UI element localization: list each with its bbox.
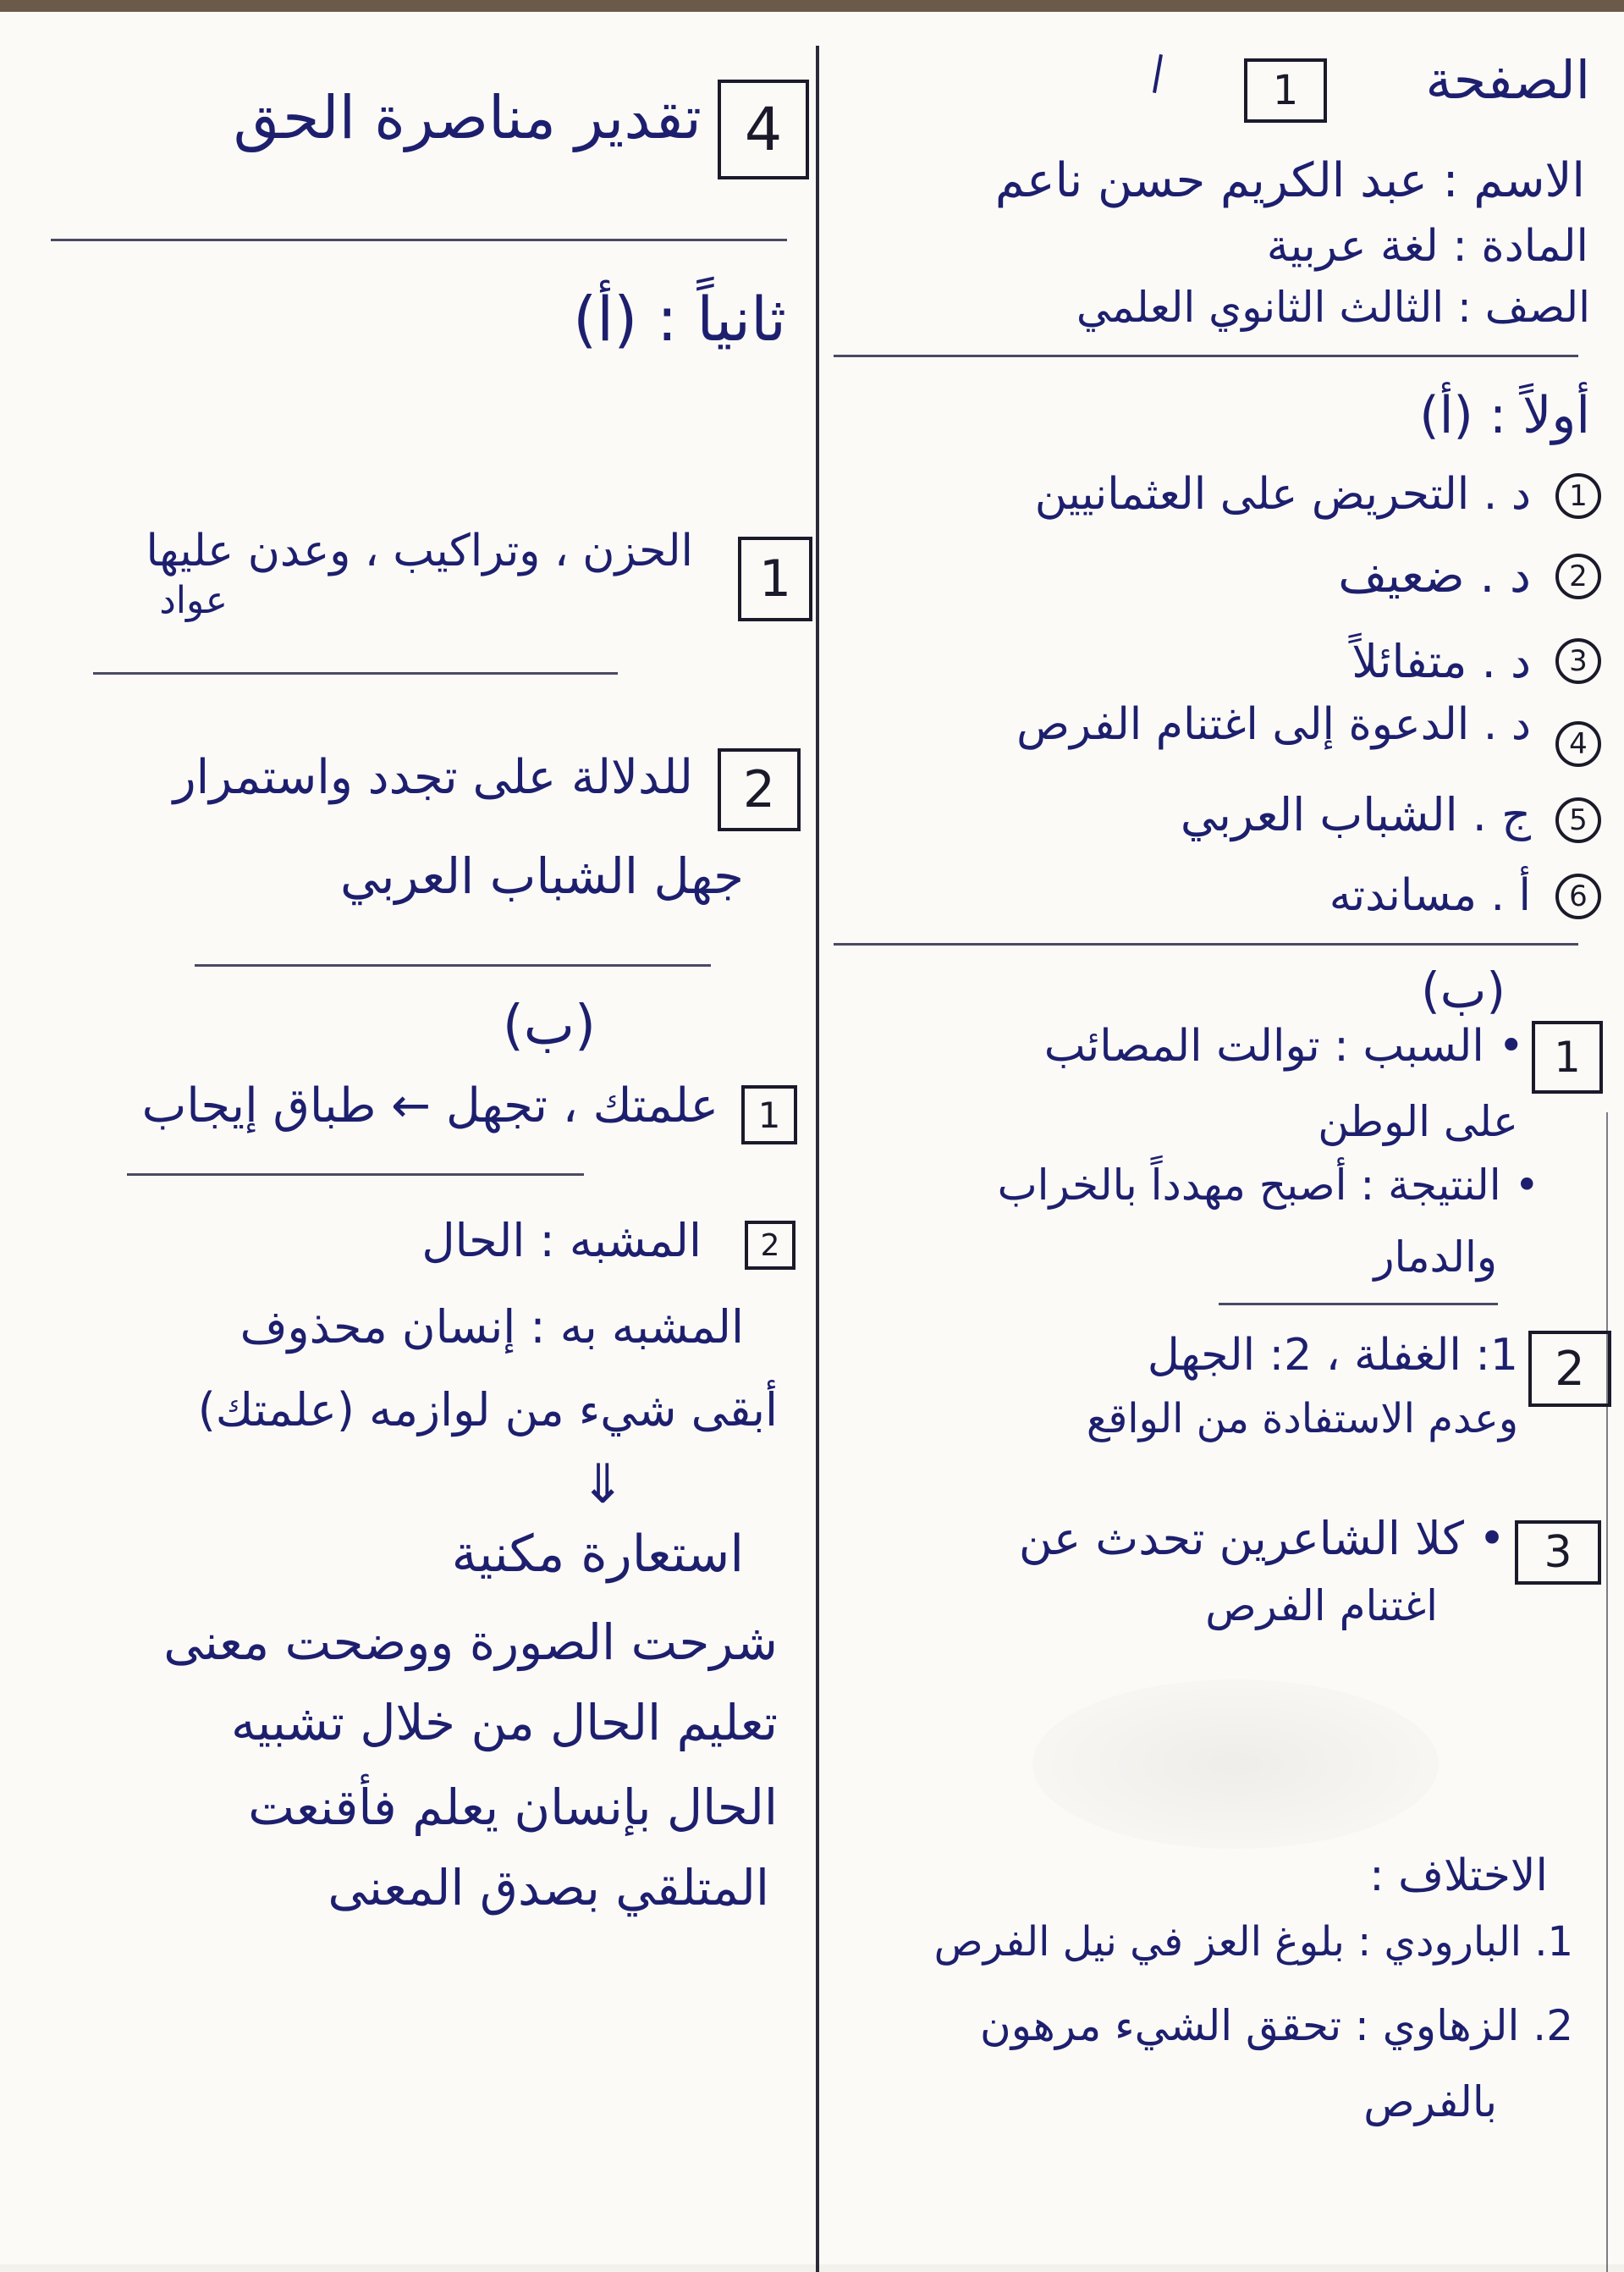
title-rule <box>51 239 787 241</box>
b1-cause-cont: على الوطن <box>1318 1097 1518 1146</box>
b2-line1: 1: الغفلة ، 2: الجهل <box>1147 1330 1518 1381</box>
answer-3: د . متفائلاً <box>1351 635 1531 688</box>
a1-line2: عواد <box>159 579 228 622</box>
page-label: الصفحة <box>1425 49 1590 111</box>
answer-5-number: 5 <box>1555 797 1601 843</box>
left-b1-text: علمتك ، تجهل ← طباق إيجاب <box>141 1078 718 1133</box>
page-number: 1 <box>1272 67 1299 114</box>
page-number-box <box>1244 58 1327 123</box>
left-b2-line3: أبقى شيء من لوازمه (علمتك) <box>197 1383 778 1437</box>
left-b2-result: استعارة مكنية <box>451 1525 744 1584</box>
answer-3-number: 3 <box>1555 638 1601 684</box>
left-b2-arrow: ⇓ <box>580 1453 625 1516</box>
left-b2-line1: المشبه : الحال <box>421 1214 702 1267</box>
answer-2: د . ضعيف <box>1338 549 1531 604</box>
answer-6: أ . مساندته <box>1329 870 1531 921</box>
left-title: تقدير مناصرة الحق <box>233 83 702 152</box>
left-b-heading: (ب) <box>502 995 596 1057</box>
difference-1: 1. البارودي : بلوغ العز في نيل الفرص <box>933 1918 1573 1966</box>
b3-line1: • كلا الشاعرين تحدث عن <box>1018 1512 1506 1565</box>
section2-heading: ثانياً : (أ) <box>573 284 786 355</box>
section1b-heading: (ب) <box>1421 962 1506 1019</box>
difference-2-cont: بالفرص <box>1363 2077 1497 2126</box>
right-margin-line <box>1606 1112 1608 2272</box>
mcq-rule <box>834 943 1578 946</box>
paper-smudge <box>1032 1679 1439 1849</box>
a1-rule <box>93 672 618 675</box>
section1-heading: أولاً : (أ) <box>1419 386 1590 445</box>
student-name: الاسم : عبد الكريم حسن ناعم <box>994 153 1585 208</box>
left-b2-line2: المشبه به : إنسان محذوف <box>239 1300 744 1354</box>
difference-heading: الاختلاف : <box>1369 1850 1548 1901</box>
b1-rule <box>1219 1303 1498 1305</box>
b2-line2: وعدم الاستفادة من الواقع <box>1086 1395 1518 1442</box>
answer-1: د . التحريض على العثمانيين <box>1034 469 1531 520</box>
a2-number-box: 2 <box>718 748 801 831</box>
b3-line2: اغتنام الفرص <box>1205 1581 1438 1630</box>
left-b2-expl-1: شرحت الصورة ووضحت معنى <box>163 1613 778 1671</box>
left-b2-expl-2: تعليم الحال من خلال تشبيه <box>230 1694 778 1751</box>
left-b2-expl-4: المتلقي بصدق المعنى <box>328 1859 769 1916</box>
subject-line: المادة : لغة عربية <box>1266 221 1588 272</box>
answer-1-number: 1 <box>1555 473 1601 519</box>
b1-cause: • السبب : توالت المصائب <box>1043 1021 1524 1072</box>
pen-tick <box>1153 54 1163 93</box>
answer-4: د . الدعوة إلى اغتنام الفرص <box>1016 699 1531 750</box>
a2-line1: للدلالة على تجدد واستمرار <box>173 750 693 805</box>
b2-number-box: 2 <box>1528 1331 1611 1407</box>
left-b2-number-box: 2 <box>745 1221 795 1270</box>
answer-5: ج . الشباب العربي <box>1180 788 1531 841</box>
answer-2-number: 2 <box>1555 554 1601 599</box>
question-number-box: 4 <box>718 80 809 179</box>
a1-line1: الحزن ، وتراكيب ، وعدن عليها <box>146 526 693 576</box>
a1-number-box: 1 <box>738 537 812 621</box>
answer-4-number: 4 <box>1555 721 1601 767</box>
a2-rule <box>195 964 711 967</box>
b1-result: • النتيجة : أصبح مهدداً بالخراب <box>997 1161 1539 1210</box>
left-b1-rule <box>127 1173 584 1176</box>
answer-6-number: 6 <box>1555 874 1601 919</box>
b1-result-cont: والدمار <box>1374 1233 1497 1282</box>
difference-2: 2. الزهاوي : تحقق الشيء مرهون <box>979 2001 1573 2050</box>
left-b1-number-box: 1 <box>741 1085 797 1144</box>
left-b2-expl-3: الحال بإنسان يعلم فأقنعت <box>248 1778 778 1836</box>
b3-number-box: 3 <box>1515 1520 1601 1585</box>
column-divider <box>816 46 819 2272</box>
class-line: الصف : الثالث الثانوي العلمي <box>1076 283 1590 332</box>
b1-number-box: 1 <box>1532 1021 1603 1094</box>
a2-line2: جهل الشباب العربي <box>340 847 744 905</box>
header-rule <box>834 355 1578 357</box>
